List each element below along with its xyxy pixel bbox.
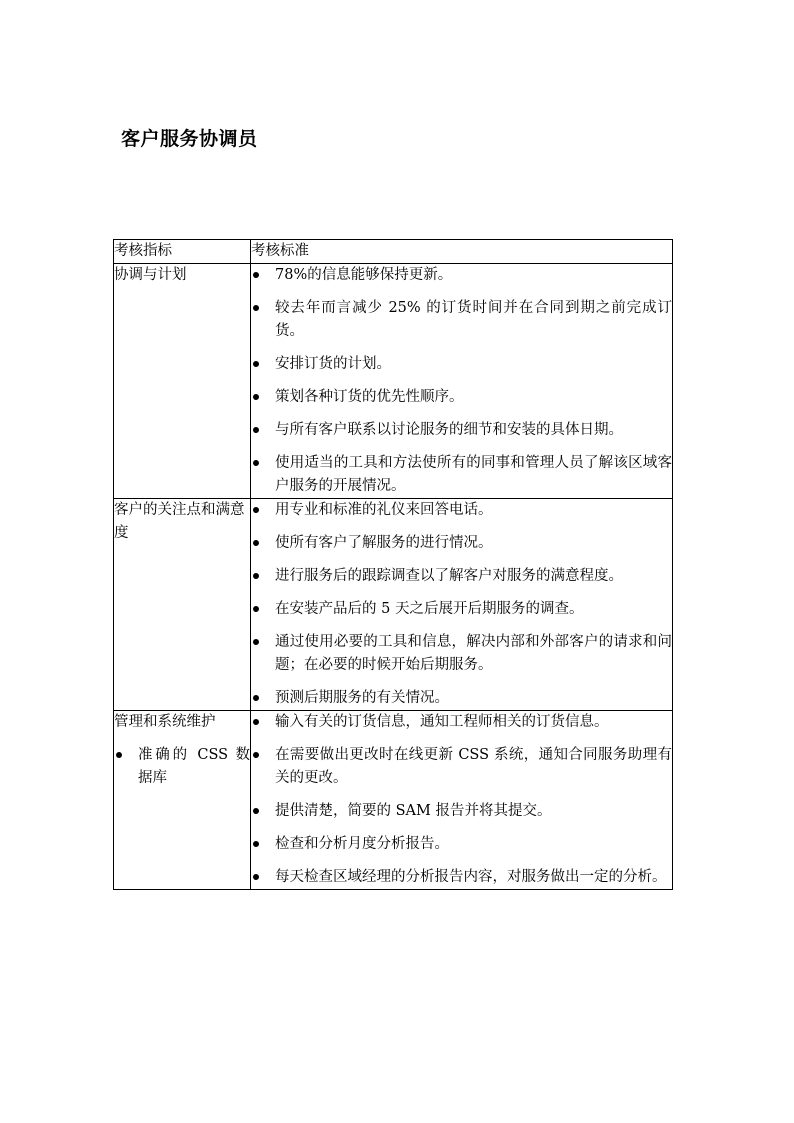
criteria-cell <box>251 711 673 890</box>
table-row <box>114 711 673 890</box>
criteria-cell <box>251 264 673 499</box>
criteria-item: 较去年而言减少 25% 的订货时间并在合同到期之前完成订货。 <box>251 297 672 343</box>
criteria-list <box>251 711 672 889</box>
table-row <box>114 499 673 711</box>
header-indicator: 考核指标 <box>114 240 251 264</box>
kpi-table <box>113 239 673 890</box>
criteria-list <box>251 499 672 710</box>
indicator-label: 客户的关注点和满意度 <box>114 502 245 541</box>
criteria-item: 与所有客户联系以讨论服务的细节和安装的具体日期。 <box>251 419 672 442</box>
criteria-item: 预测后期服务的有关情况。 <box>251 687 672 710</box>
criteria-item: 在需要做出更改时在线更新 CSS 系统，通知合同服务助理有关的更改。 <box>251 744 672 790</box>
indicator-label: 管理和系统维护 <box>114 714 216 730</box>
criteria-item: 每天检查区域经理的分析报告内容，对服务做出一定的分析。 <box>251 866 672 889</box>
criteria-item: 进行服务后的跟踪调查以了解客户对服务的满意程度。 <box>251 565 672 588</box>
criteria-item: 通过使用必要的工具和信息，解决内部和外部客户的请求和问题；在必要的时候开始后期服务。 <box>251 631 672 677</box>
indicator-sub-list <box>114 744 250 790</box>
table-body <box>114 264 673 890</box>
table-header-row <box>114 240 673 264</box>
criteria-item: 提供清楚，简要的 SAM 报告并将其提交。 <box>251 800 672 823</box>
criteria-item: 使用适当的工具和方法使所有的同事和管理人员了解该区域客户服务的开展情况。 <box>251 452 672 498</box>
criteria-item: 用专业和标准的礼仪来回答电话。 <box>251 499 672 522</box>
criteria-item: 输入有关的订货信息，通知工程师相关的订货信息。 <box>251 711 672 734</box>
criteria-cell <box>251 499 673 711</box>
table-row <box>114 264 673 499</box>
document-title: 客户服务协调员 <box>121 128 258 150</box>
criteria-item: 策划各种订货的优先性顺序。 <box>251 386 672 409</box>
criteria-item: 78%的信息能够保持更新。 <box>251 264 672 287</box>
indicator-sub-item: 准确的 CSS 数据库 <box>114 744 250 790</box>
criteria-list <box>251 264 672 498</box>
header-criteria: 考核标准 <box>251 240 673 264</box>
criteria-item: 使所有客户了解服务的进行情况。 <box>251 532 672 555</box>
indicator-label: 协调与计划 <box>114 267 187 283</box>
indicator-cell <box>114 711 251 890</box>
indicator-cell <box>114 264 251 499</box>
criteria-item: 检查和分析月度分析报告。 <box>251 833 672 856</box>
criteria-item: 安排订货的计划。 <box>251 353 672 376</box>
criteria-item: 在安装产品后的 5 天之后展开后期服务的调查。 <box>251 598 672 621</box>
indicator-cell <box>114 499 251 711</box>
